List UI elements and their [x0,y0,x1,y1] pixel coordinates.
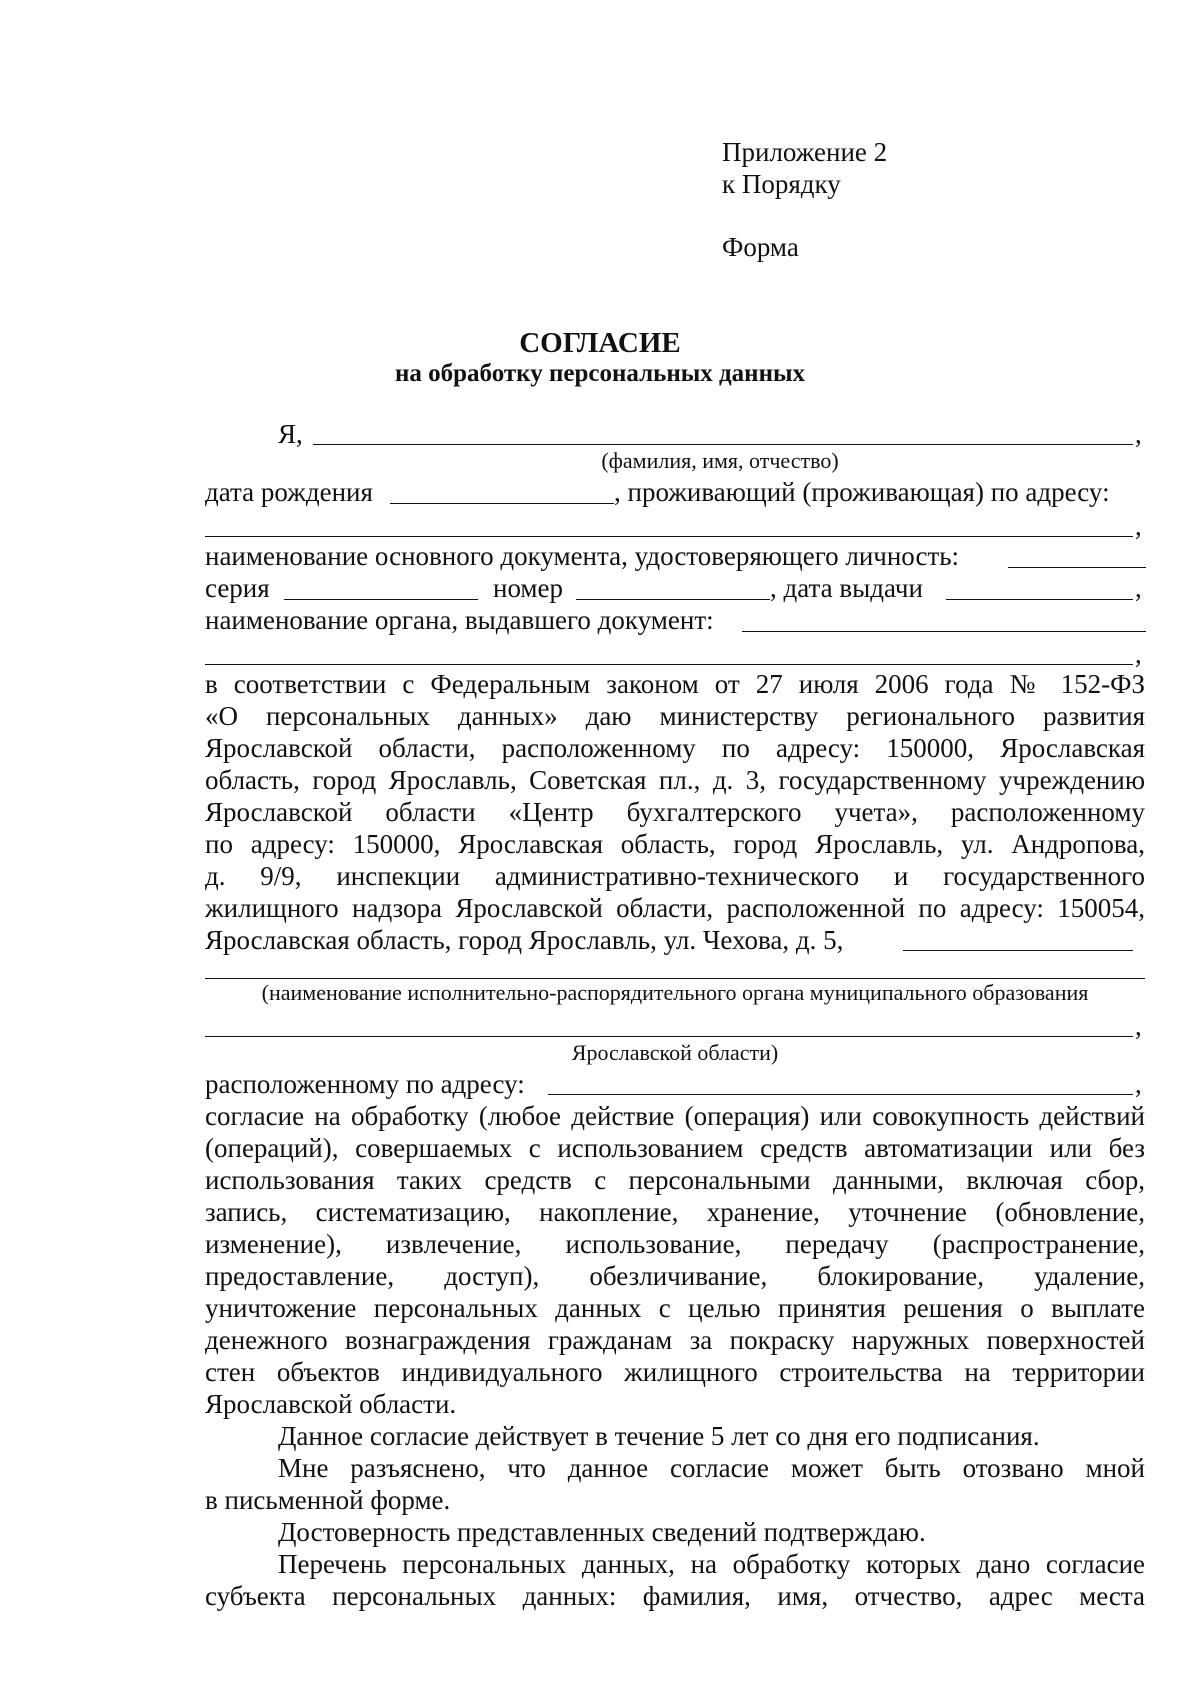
law-line: д. 9/9, инспекции административно-технического и государственного [205,861,1145,891]
consent-line-last: Ярославской области. [205,1389,457,1419]
data-list-line2: субъекта персональных данных: фамилия, имя, отчество, адрес места [205,1581,1145,1611]
located-address-field[interactable] [548,1094,1133,1095]
number-label: номер [493,573,564,603]
issue-date-label: , дата выдачи [770,573,923,603]
consent-line: (операций), совершаемых с использованием средств автоматизации или без [205,1133,1145,1163]
consent-line: согласие на обработку (любое действие (операция) или совокупность действий [205,1101,1145,1131]
municipal-body-field-continued[interactable] [205,978,1145,979]
law-line: «О персональных данных» даю министерству регионального развития [205,701,1145,731]
revoke-statement-line2: в письменной форме. [205,1485,451,1515]
law-line: жилищного надзора Ярославской области, расположенной по адресу: 150054, [205,893,1145,923]
law-line-last: Ярославская область, город Ярославль, ул. Чехова, д. 5, [205,925,844,955]
consent-line: денежного вознаграждения гражданам за покраску наружных поверхностей [205,1325,1145,1355]
consent-line: стен объектов индивидуального жилищного строительства на территории [205,1357,1145,1387]
birth-date-label: дата рождения [205,477,373,507]
number-field[interactable] [576,599,770,600]
issuer-label: наименование органа, выдавшего документ: [205,605,714,635]
consent-line: предоставление, доступ), обезличивание, блокирование, удаление, [205,1261,1145,1291]
consent-line: изменение), извлечение, использование, передачу (распространение, [205,1229,1145,1259]
i-prefix: Я, [278,419,303,449]
validity-statement: Данное согласие действует в течение 5 лет со дня его подписания. [278,1421,1040,1451]
data-list-line1: Перечень персональных данных, на обработку которых дано согласие [278,1549,1145,1579]
law-line: Ярославской области «Центр бухгалтерского учета», расположенному [205,797,1145,827]
id-document-label: наименование основного документа, удостоверяющего личность: [205,541,960,571]
document-subtitle: на обработку персональных данных [395,360,805,387]
consent-line: использования таких средств с персональными данными, включая сбор, [205,1165,1145,1195]
law-line: область, город Ярославль, Советская пл., д. 3, государственному учреждению [205,765,1145,795]
birth-date-field[interactable] [390,503,614,504]
consent-line: запись, систематизацию, накопление, хранение, уточнение (обновление, [205,1197,1145,1227]
fio-field[interactable] [313,444,1133,445]
residing-label: , проживающий (проживающая) по адресу: [614,477,1110,507]
municipal-body-caption: (наименование исполнительно-распорядительного органа муниципального образования [261,980,1089,1005]
issuer-field[interactable] [742,631,1146,632]
id-document-field[interactable] [1008,567,1146,568]
revoke-statement-line1: Мне разъяснено, что данное согласие может быть отозвано мной [278,1453,1145,1483]
issue-date-field[interactable] [946,599,1133,600]
series-label: серия [205,573,270,603]
municipal-body-comma: , [1135,1011,1142,1041]
law-line: по адресу: 150000, Ярославская область, город Ярославль, ул. Андропова, [205,829,1145,859]
document-title: СОГЛАСИЕ [519,327,681,359]
issue-date-comma: , [1135,573,1142,603]
fio-comma: , [1135,419,1142,449]
municipal-body-field[interactable] [903,950,1133,951]
address-comma: , [1135,511,1142,541]
issuer-comma: , [1135,639,1142,669]
issuer-field-continued[interactable] [205,664,1133,665]
located-comma: , [1135,1069,1142,1099]
series-field[interactable] [284,599,478,600]
municipal-body-field-line2[interactable] [205,1036,1133,1037]
appendix-number: Приложение 2 [722,137,888,167]
municipal-body-caption-2: Ярославской области) [571,1040,779,1065]
confirmation-statement: Достоверность представленных сведений подтверждаю. [278,1517,926,1547]
law-line: в соответствии с Федеральным законом от 27 июля 2006 года № 152-ФЗ [205,669,1145,699]
located-label: расположенному по адресу: [205,1069,525,1099]
fio-caption: (фамилия, имя, отчество) [601,448,839,473]
form-label: Форма [722,232,799,262]
law-line: Ярославской области, расположенному по адресу: 150000, Ярославская [205,733,1145,763]
appendix-reference: к Порядку [722,169,841,199]
consent-line: уничтожение персональных данных с целью принятия решения о выплате [205,1293,1145,1323]
address-field[interactable] [205,536,1133,537]
